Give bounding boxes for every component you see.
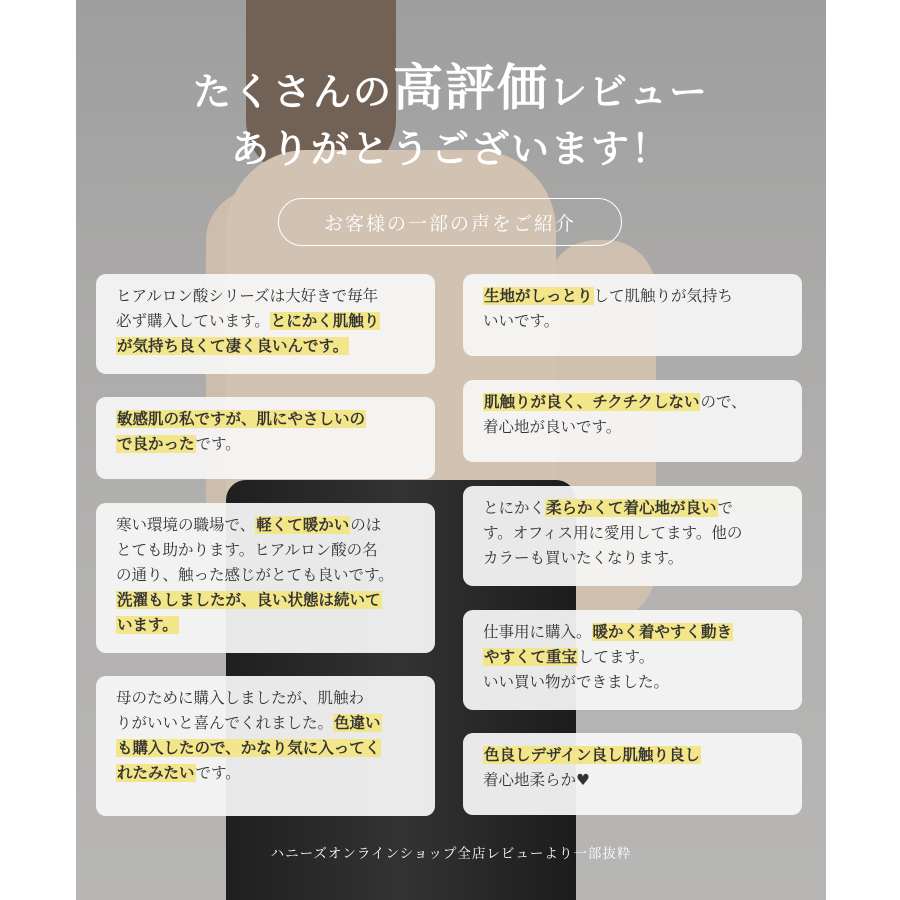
review-text: の通り、触った感じがとても良いです。: [116, 566, 394, 584]
review-text: です。: [195, 435, 241, 453]
review-line: [116, 711, 415, 736]
review-banner: [76, 0, 826, 900]
review-line: [483, 390, 782, 415]
review-highlight: が気持ち良くて凄く良いんです。: [117, 337, 349, 355]
review-line: [116, 588, 415, 613]
review-highlight: 柔らかくて着心地が良い: [546, 499, 717, 517]
review-card: [96, 274, 435, 374]
review-text: で: [717, 499, 734, 517]
review-line: [483, 546, 782, 571]
review-line: [116, 686, 415, 711]
review-highlight: います。: [117, 616, 178, 634]
headline-part: たくさんの: [192, 70, 393, 114]
review-highlight: 色良しデザイン良し肌触り良し: [484, 746, 700, 764]
review-line: [116, 761, 415, 786]
review-card: [463, 380, 802, 462]
review-line: [483, 284, 782, 309]
review-highlight: 洗濯もしましたが、良い状態は続いて: [117, 591, 381, 609]
review-highlight: 生地がしっとり: [484, 287, 593, 305]
review-line: [483, 645, 782, 670]
review-highlight: れたみたい: [117, 764, 195, 782]
review-highlight: 色違い: [334, 714, 381, 732]
review-text: 仕事用に購入。: [483, 623, 592, 641]
review-text: いい買い物ができました。: [483, 673, 670, 691]
review-text: です。: [195, 764, 241, 782]
review-line: [483, 743, 782, 768]
review-text: とても助かります。ヒアルロン酸の名: [116, 541, 378, 559]
review-line: [116, 613, 415, 638]
review-line: [483, 496, 782, 521]
review-line: [483, 415, 782, 440]
review-line: [483, 670, 782, 695]
review-text: ヒアルロン酸シリーズは大好きで毎年: [116, 287, 379, 305]
review-highlight: 暖かく着やすく動き: [592, 623, 733, 641]
review-text: りがいいと喜んでくれました。: [116, 714, 334, 732]
review-card: [96, 676, 435, 816]
review-text: のは: [350, 516, 382, 534]
review-text: カラーも買いたくなります。: [483, 549, 684, 567]
review-text: 必ず購入しています。: [116, 312, 270, 330]
footer-note: ハニーズオンラインショップ全店レビューより一部抜粋: [270, 846, 632, 862]
review-line: [116, 736, 415, 761]
review-line: [116, 309, 415, 334]
review-line: [116, 538, 415, 563]
review-line: [116, 513, 415, 538]
headline-emphasis: 高評価: [393, 59, 549, 117]
review-line: [483, 620, 782, 645]
review-highlight: も購入したので、かなり気に入ってく: [117, 739, 381, 757]
review-line: [483, 309, 782, 334]
review-card: [96, 503, 435, 653]
headline-line-2: ありがとうございます！: [230, 127, 671, 171]
review-line: [116, 334, 415, 359]
review-card: [463, 486, 802, 586]
subtitle-pill: お客様の一部の声をご紹介: [278, 198, 622, 246]
review-line: [116, 284, 415, 309]
review-card: [463, 610, 802, 710]
headline-line-1: [76, 48, 826, 120]
review-text: す。オフィス用に愛用してます。他の: [483, 524, 743, 542]
review-highlight: とにかく肌触り: [270, 312, 380, 330]
review-highlight: やすくて重宝: [484, 648, 578, 666]
headline-part: レビュー: [549, 70, 710, 114]
review-highlight: 軽くて暖かい: [256, 516, 350, 534]
review-text: いいです。: [483, 312, 560, 330]
review-highlight: で良かった: [117, 435, 195, 453]
review-card: [463, 733, 802, 815]
review-text: 着心地が良いです。: [483, 418, 622, 436]
review-text: とにかく: [483, 499, 546, 517]
review-card: [463, 274, 802, 356]
review-text: 寒い環境の職場で、: [116, 516, 256, 534]
review-line: [116, 407, 415, 432]
review-text: 母のために購入しましたが、肌触わ: [116, 689, 365, 707]
review-highlight: 敏感肌の私ですが、肌にやさしいの: [117, 410, 366, 428]
review-card: [96, 397, 435, 479]
review-text: ので、: [700, 393, 747, 411]
review-text: 着心地柔らか♥: [483, 771, 590, 789]
review-line: [483, 768, 782, 793]
review-line: [116, 563, 415, 588]
review-text: して肌触りが気持ち: [593, 287, 734, 305]
review-line: [483, 521, 782, 546]
review-text: してます。: [578, 648, 655, 666]
review-line: [116, 432, 415, 457]
review-highlight: 肌触りが良く、チクチクしない: [484, 393, 700, 411]
